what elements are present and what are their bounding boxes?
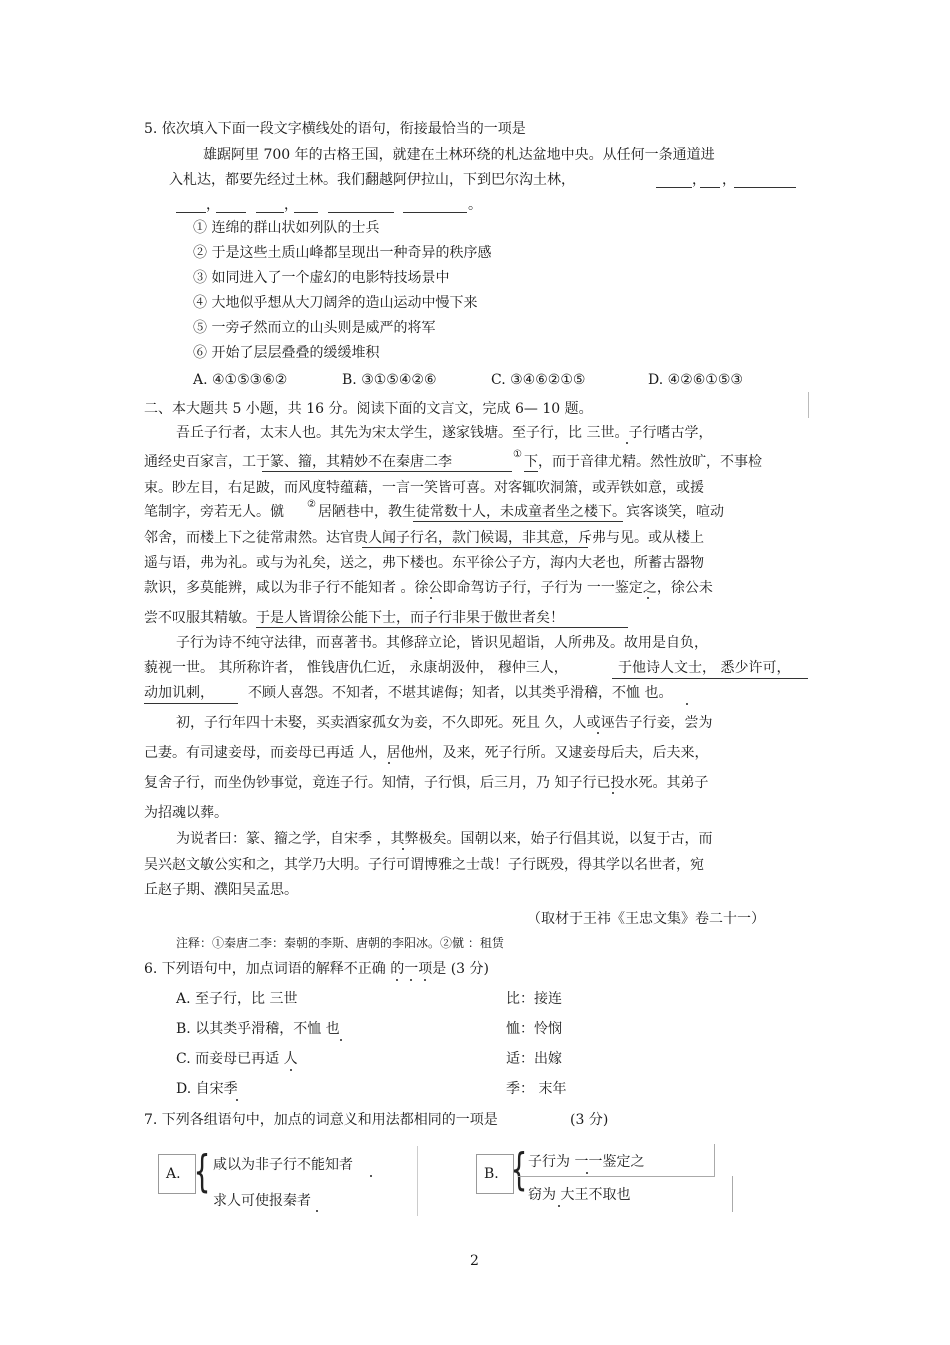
note-mark: ②	[307, 499, 316, 510]
emphasis-dot	[370, 1175, 372, 1177]
passage-underline	[612, 678, 808, 679]
emphasis-dot	[558, 1205, 560, 1207]
q5-item: ④ 大地似乎想从大刀阔斧的造山运动中慢下来	[193, 295, 478, 311]
q7-b-line: 窃为 大王不取也	[528, 1187, 631, 1203]
passage-line: 丘赵子期、濮阳吴孟思。	[144, 882, 298, 898]
passage-line: 尝不叹服其精敏。于是人皆谓徐公能下士，而子行非果于傲世者矣！	[144, 610, 564, 626]
passage-line: 款识，多莫能辨，咸以为非子行不能知者 。徐公即命驾访子行，子行为 一一鉴定之，徐公未	[144, 580, 713, 596]
passage-line: 居陋巷中，教生徒常数十人，未成童者坐之楼下。宾客谈笑，喧动	[318, 504, 724, 520]
q6-stem: 6. 下列语句中，加点词语的解释不正确 的一项是 (3 分)	[144, 961, 489, 977]
emphasis-dot	[290, 1069, 292, 1071]
blank-line	[216, 212, 246, 213]
q7-points: (3 分)	[570, 1112, 609, 1128]
q5-passage-line: 入札达，都要先经过土林。我们翻越阿伊拉山，下到巴尔沟土林，	[169, 172, 575, 188]
q6-option-d: D. 自宋季	[176, 1081, 238, 1097]
page-number: 2	[470, 1253, 479, 1269]
passage-underline	[413, 521, 623, 522]
q6-gloss-a: 比：接连	[506, 991, 562, 1007]
passage-line: 复舍子行，而坐伪钞事觉，竟连子行。知情，子行惧，后三月，乃 知子行已投水死。其弟子	[144, 775, 709, 791]
passage-line: 初，子行年四十未娶，买卖酒家孤女为妾，不久即死。死且 久，人或诬告子行妾，尝为	[176, 715, 713, 731]
margin-rule	[808, 392, 809, 418]
q5-option-a: A. ④①⑤③⑥②	[193, 372, 288, 388]
emphasis-dot	[597, 732, 599, 734]
source-citation: （取材于王祎《王忠文集》卷二十一）	[527, 911, 765, 927]
q5-item: ⑤ 一旁孑然而立的山头则是威严的将军	[193, 320, 436, 336]
passage-line: 吴兴赵文敏公实和之，其学乃大明。子行可谓博雅之士哉！子行既殁，得其学以名世者，宛	[144, 857, 704, 873]
q7-a-label: A.	[166, 1166, 181, 1182]
q6-gloss-c: 适：出嫁	[506, 1051, 562, 1067]
passage-line: 不顾人喜怨。不知者，不堪其谑侮；知者，以其类乎滑稽，不恤 也。	[248, 685, 673, 701]
blank-comma: ，	[692, 172, 706, 188]
q7-b-label: B.	[484, 1166, 499, 1182]
q7-b-line: 子行为 一一鉴定之	[528, 1154, 645, 1170]
emphasis-dot	[586, 1172, 588, 1174]
passage-line: 为招魂以葬。	[144, 805, 228, 821]
emphasis-dot	[424, 979, 426, 981]
blank-comma: ，	[722, 172, 736, 188]
passage-line: 束。眇左目，右足跛，而风度特蕴藉，一言一笑皆可喜。对客辄吹洞箫，或弄铁如意，或援	[144, 480, 704, 496]
brace: {	[510, 1144, 528, 1195]
blank-line	[294, 212, 318, 213]
q5-passage-line: 雄踞阿里 700 年的古格王国，就建在土林环绕的札达盆地中央。从任何一条通道进	[203, 147, 715, 163]
blank-line	[176, 212, 206, 213]
q6-gloss-b: 恤：怜悯	[506, 1021, 562, 1037]
blank-end: 。	[468, 197, 482, 213]
emphasis-dot	[686, 703, 688, 705]
q6-gloss-d: 季： 末年	[506, 1081, 567, 1097]
passage-line: 吾丘子行者，太末人也。其先为宋太学生，遂家钱塘。至子行，比 三世。子行嗜古学，	[176, 425, 713, 441]
passage-underline	[524, 471, 538, 472]
passage-line: 藐视一世。 其所称许者， 惟钱唐仇仁近， 永康胡汲仲， 穆仲三人，	[144, 660, 568, 676]
q6-option-b: B. 以其类乎滑稽，不恤 也	[176, 1021, 340, 1037]
passage-line: 下，而于音律尤精。然性放旷，不事检	[524, 454, 762, 470]
q5-item: ② 于是这些土质山峰都呈现出一种奇异的秩序感	[193, 245, 492, 261]
passage-underline	[144, 703, 238, 704]
q5-option-c: C. ③④⑥②①⑤	[491, 372, 586, 388]
passage-line: 动加讥刺，	[144, 685, 214, 701]
blank-line	[403, 212, 467, 213]
blank-line	[656, 187, 692, 188]
passage-line: 己妻。有司逮妾母，而妾母已再适 人，居他州，及来，死子行所。又逮妾母后夫，后夫来，	[144, 745, 709, 761]
blank-line	[700, 187, 720, 188]
blank-comma: ，	[206, 197, 220, 213]
blank-line	[734, 187, 796, 188]
emphasis-dot	[316, 1210, 318, 1212]
q5-item: ① 连绵的群山状如列队的士兵	[193, 220, 380, 236]
passage-underline	[256, 627, 628, 628]
passage-line: 为说者曰：篆、籀之学，自宋季 ，其弊极矣。国朝以来，始子行倡其说，以复于古，而	[176, 831, 713, 847]
note-mark: ①	[513, 449, 522, 460]
passage-line: 通经史百家言，工于篆、籀，其精妙不在秦唐二李	[144, 454, 452, 470]
q5-stem: 5. 依次填入下面一段文字横线处的语句，衔接最恰当的一项是	[144, 121, 526, 137]
emphasis-dot	[410, 979, 412, 981]
q7-stem: 7. 下列各组语句中，加点的词意义和用法都相同的一项是	[144, 1112, 498, 1128]
passage-line: 笔制字，旁若无人。僦	[144, 504, 284, 520]
emphasis-dot	[396, 979, 398, 981]
passage-line: 于他诗人文士， 悉少许可，	[618, 660, 791, 676]
emphasis-dot	[340, 1039, 342, 1041]
emphasis-dot	[236, 1099, 238, 1101]
blank-line	[256, 212, 284, 213]
passage-line: 遥与语，弗为礼。或与为礼矣，送之，弗下楼也。东平徐公子方，海内大老也，所蓄古器物	[144, 555, 704, 571]
q5-option-b: B. ③①⑤④②⑥	[342, 372, 437, 388]
emphasis-dot	[402, 848, 404, 850]
emphasis-dot	[612, 792, 614, 794]
passage-underline	[362, 547, 588, 548]
q5-item: ⑥ 开始了层层叠叠的缓缓堆积	[193, 345, 380, 361]
q5-item: ③ 如同进入了一个虚幻的电影特技场景中	[193, 270, 450, 286]
section2-heading: 二、本大题共 5 小题，共 16 分。阅读下面的文言文，完成 6— 10 题。	[144, 401, 593, 417]
emphasis-dot	[388, 762, 390, 764]
emphasis-dot	[647, 597, 649, 599]
blank-line	[328, 212, 394, 213]
emphasis-dot	[626, 442, 628, 444]
q6-option-a: A. 至子行，比 三世	[176, 991, 298, 1007]
blank-comma: ，	[284, 197, 298, 213]
q7-a-line: 咸以为非子行不能知者	[213, 1157, 353, 1173]
brace: {	[193, 1146, 211, 1197]
q6-option-c: C. 而妾母已再适 人	[176, 1051, 298, 1067]
passage-underline	[262, 471, 512, 472]
passage-line: 子行为诗不纯守法律，而喜著书。其修辞立论，皆识见超诣，人所弗及。故用是自负，	[176, 635, 708, 651]
q7-a-line: 求人可使报秦者	[213, 1193, 311, 1209]
footnotes: 注释：①秦唐二李：秦朝的李斯、唐朝的李阳冰。②僦 ：租赁	[176, 936, 504, 950]
emphasis-dot	[430, 597, 432, 599]
q5-option-d: D. ④②⑥①⑤③	[648, 372, 743, 388]
passage-line: 邻舍，而楼上下之徒常肃然。达官贵人闻子行名，款门候谒，非其意，斥弗与见。或从楼上	[144, 530, 704, 546]
